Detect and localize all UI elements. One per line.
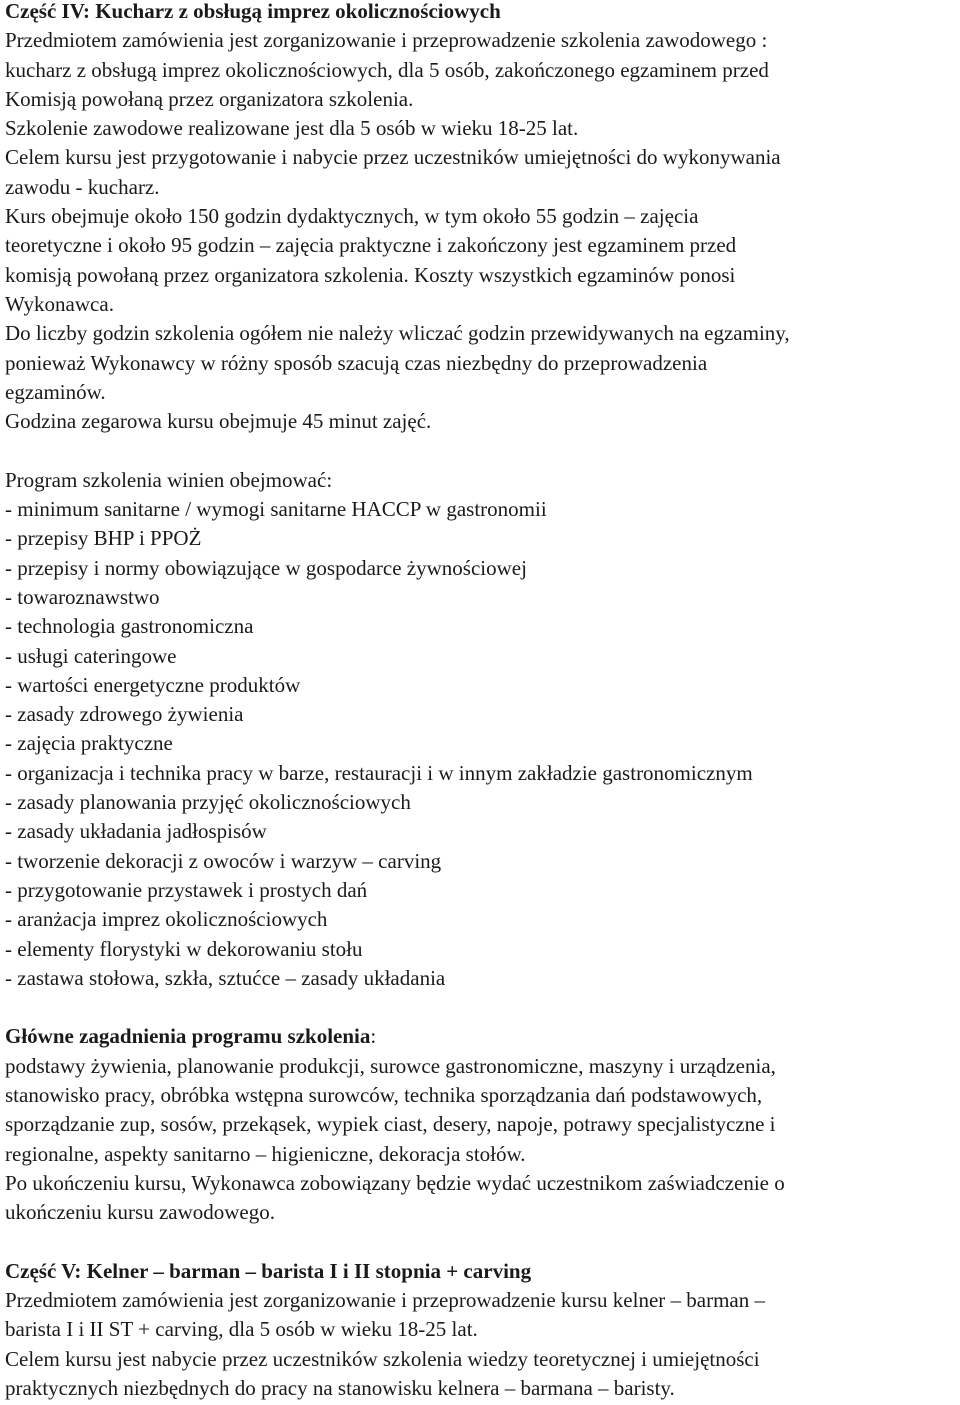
part5-line: praktycznych niezbędnych do pracy na stanowisku kelnera – barmana – baristy.	[5, 1375, 675, 1400]
document-page	[5, 0, 957, 1403]
program-list-item: - towaroznawstwo	[5, 584, 160, 609]
program-list-item: - przepisy BHP i PPOŻ	[5, 526, 202, 551]
part4-line: ponieważ Wykonawcy w różny sposób szacują czas niezbędny do przeprowadzenia	[5, 350, 708, 375]
program-list-item: - zasady zdrowego żywienia	[5, 702, 244, 727]
part4-line: Szkolenie zawodowe realizowane jest dla 5 osób w wieku 18-25 lat.	[5, 116, 579, 141]
program-list-item: - usługi cateringowe	[5, 643, 177, 668]
program-list-item: - wartości energetyczne produktów	[5, 672, 301, 697]
program-list-item: - zasady planowania przyjęć okolicznościowych	[5, 790, 411, 815]
paragraph-spacer	[5, 436, 957, 465]
program-list-item: - tworzenie dekoracji z owoców i warzyw – carving	[5, 848, 442, 873]
paragraph-spacer	[5, 1227, 957, 1256]
part4-line: egzaminów.	[5, 379, 106, 404]
part4-line: Kurs obejmuje około 150 godzin dydaktycznych, w tym około 55 godzin – zajęcia	[5, 204, 699, 229]
part4-line: komisją powołaną przez organizatora szkolenia. Koszty wszystkich egzaminów ponosi	[5, 262, 736, 287]
part4-line: Przedmiotem zamówienia jest zorganizowanie i przeprowadzenie szkolenia zawodowego :	[5, 28, 768, 53]
program-list-item: - minimum sanitarne / wymogi sanitarne HACCP w gastronomii	[5, 497, 547, 522]
part4-line: kucharz z obsługą imprez okolicznościowych, dla 5 osób, zakończonego egzaminem przed	[5, 57, 769, 82]
part5-line: Przedmiotem zamówienia jest zorganizowanie i przeprowadzenie kursu kelner – barman –	[5, 1288, 765, 1313]
paragraph-spacer	[5, 993, 957, 1022]
part4-line: Wykonawca.	[5, 291, 114, 316]
main-topics-line: stanowisko pracy, obróbka wstępna surowców, technika sporządzania dań podstawowych,	[5, 1082, 763, 1107]
part4-title: Część IV: Kucharz z obsługą imprez okolicznościowych	[5, 0, 501, 23]
program-list-item: - organizacja i technika pracy w barze, restauracji i w innym zakładzie gastronomicznym	[5, 760, 753, 785]
main-topics-line: regionalne, aspekty sanitarno – higieniczne, dekoracja stołów.	[5, 1141, 526, 1166]
main-topics-colon: :	[370, 1024, 377, 1049]
part4-line: teoretyczne i około 95 godzin – zajęcia praktyczne i zakończony jest egzaminem przed	[5, 233, 737, 258]
part4-line: Komisją powołaną przez organizatora szkolenia.	[5, 86, 414, 111]
part4-line: Celem kursu jest przygotowanie i nabycie przez uczestników umiejętności do wykonywania	[5, 145, 781, 170]
main-topics-heading-row	[5, 1022, 957, 1051]
part5-title: Część V: Kelner – barman – barista I i II stopnia + carving	[5, 1258, 532, 1283]
part5-line: barista I i II ST + carving, dla 5 osób w wieku 18-25 lat.	[5, 1317, 478, 1342]
program-list-item: - aranżacja imprez okolicznościowych	[5, 907, 328, 932]
main-topics-heading: Główne zagadnienia programu szkolenia	[5, 1024, 371, 1049]
program-list-item: - zajęcia praktyczne	[5, 731, 173, 756]
program-list-item: - przygotowanie przystawek i prostych dań	[5, 877, 368, 902]
program-list-item: - przepisy i normy obowiązujące w gospodarce żywnościowej	[5, 555, 527, 580]
main-topics-line: ukończeniu kursu zawodowego.	[5, 1200, 276, 1225]
program-list-item: - zastawa stołowa, szkła, sztućce – zasady układania	[5, 965, 446, 990]
part4-line: Do liczby godzin szkolenia ogółem nie należy wliczać godzin przewidywanych na egzaminy,	[5, 321, 790, 346]
program-list-item: - elementy florystyki w dekorowaniu stołu	[5, 936, 363, 961]
program-list-item: - zasady układania jadłospisów	[5, 819, 267, 844]
main-topics-line: sporządzanie zup, sosów, przekąsek, wypiek ciast, desery, napoje, potrawy specjalistyczne i	[5, 1112, 776, 1137]
part4-line: Godzina zegarowa kursu obejmuje 45 minut zajęć.	[5, 409, 432, 434]
part4-line: zawodu - kucharz.	[5, 174, 160, 199]
program-heading: Program szkolenia winien obejmować:	[5, 467, 333, 492]
main-topics-line: podstawy żywienia, planowanie produkcji, surowce gastronomiczne, maszyny i urządzenia,	[5, 1053, 776, 1078]
program-list-item: - technologia gastronomiczna	[5, 614, 254, 639]
part5-line: Celem kursu jest nabycie przez uczestników szkolenia wiedzy teoretycznej i umiejętności	[5, 1346, 760, 1371]
main-topics-line: Po ukończeniu kursu, Wykonawca zobowiązany będzie wydać uczestnikom zaświadczenie o	[5, 1170, 785, 1195]
